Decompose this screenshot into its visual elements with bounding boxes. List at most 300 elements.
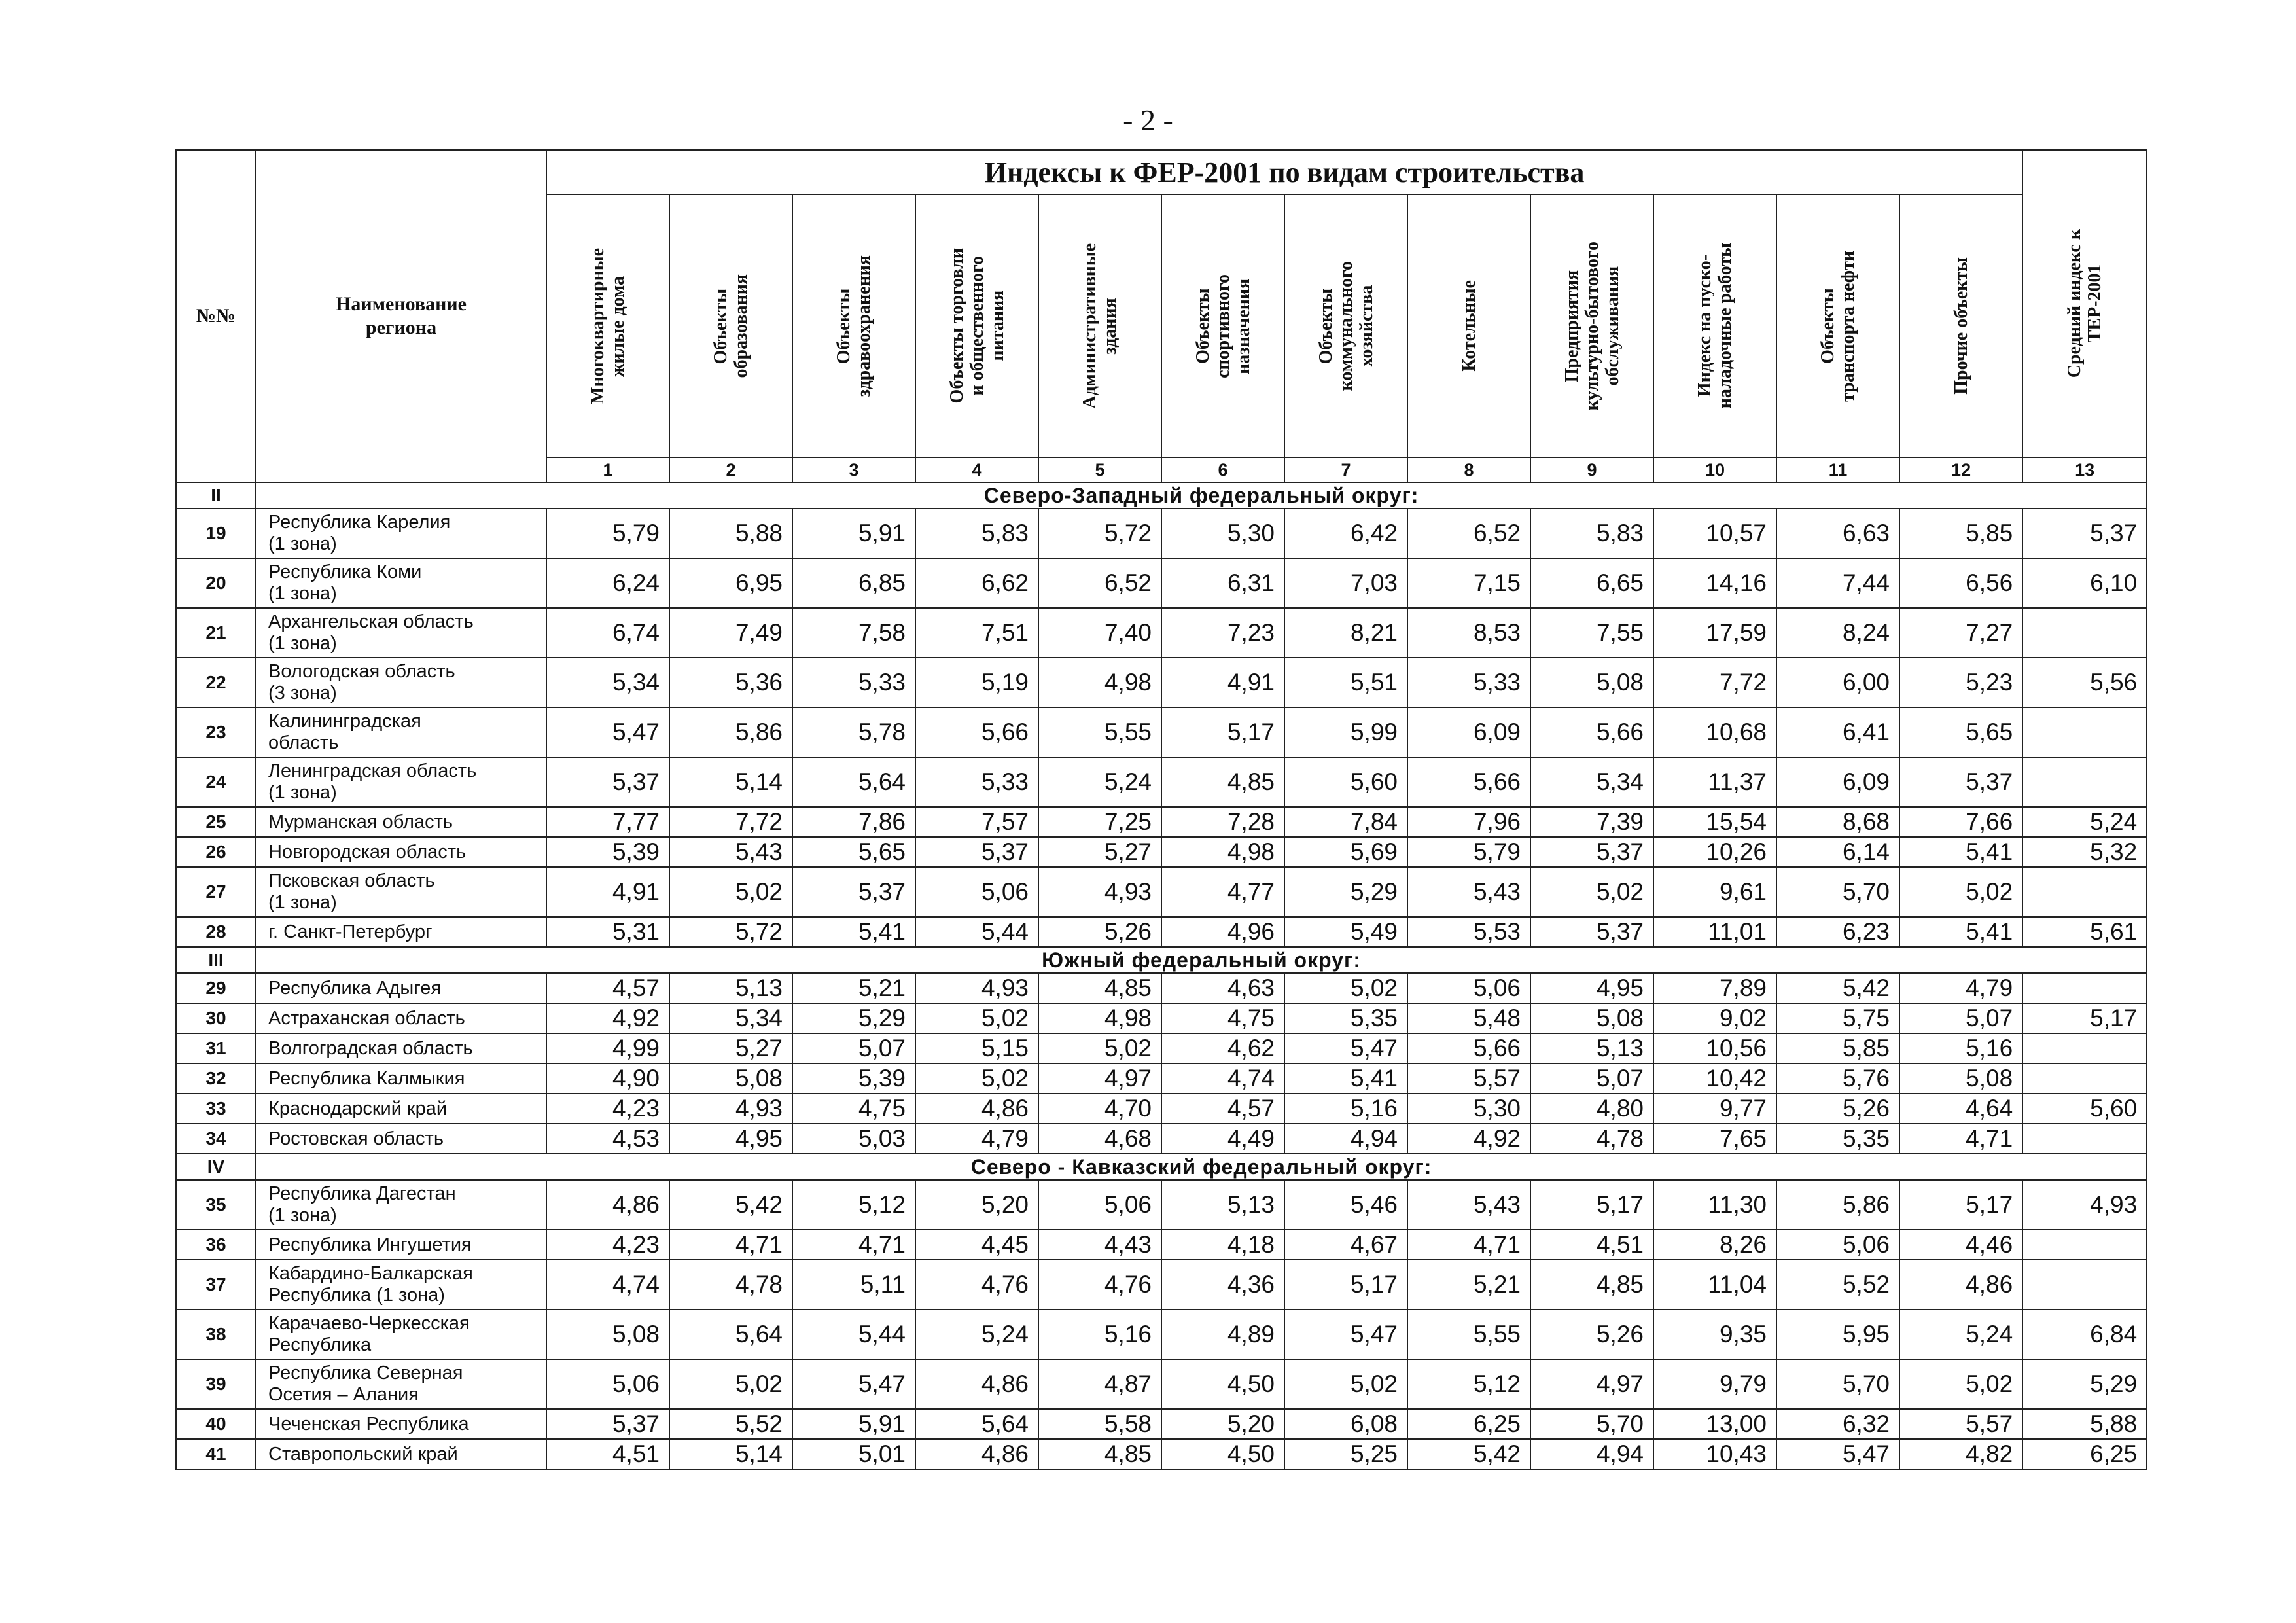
index-value-col-1: 4,90 <box>546 1063 669 1094</box>
index-value-col-6: 4,49 <box>1161 1124 1284 1154</box>
index-value-col-13: 6,10 <box>2022 558 2147 608</box>
section-number: III <box>176 947 256 973</box>
index-value-col-8: 7,96 <box>1407 807 1530 837</box>
index-value-col-7: 5,51 <box>1284 658 1407 707</box>
index-value-col-2: 5,64 <box>669 1310 792 1359</box>
index-value-col-5: 5,02 <box>1038 1033 1161 1063</box>
index-value-col-12: 5,02 <box>1899 867 2022 917</box>
index-value-col-3: 5,41 <box>792 917 915 947</box>
index-value-col-13: 5,17 <box>2022 1003 2147 1033</box>
table-row <box>176 757 2147 807</box>
index-value-col-11: 5,76 <box>1776 1063 1899 1094</box>
row-number: 27 <box>176 867 256 917</box>
index-value-col-9: 5,02 <box>1530 867 1653 917</box>
header-group-title: Индексы к ФЕР-2001 по видам строительства <box>546 150 2022 194</box>
index-value-col-9: 4,78 <box>1530 1124 1653 1154</box>
index-value-col-11: 6,09 <box>1776 757 1899 807</box>
index-value-col-12: 5,24 <box>1899 1310 2022 1359</box>
row-number: 22 <box>176 658 256 707</box>
index-value-col-11: 5,35 <box>1776 1124 1899 1154</box>
index-value-col-6: 4,96 <box>1161 917 1284 947</box>
table-row <box>176 807 2147 837</box>
region-name: Республика Калмыкия <box>256 1063 546 1094</box>
index-value-col-12: 4,46 <box>1899 1230 2022 1260</box>
index-value-col-4: 4,79 <box>915 1124 1038 1154</box>
index-value-col-11: 5,86 <box>1776 1180 1899 1230</box>
table-row <box>176 608 2147 658</box>
table-row <box>176 1124 2147 1154</box>
index-value-col-3: 5,33 <box>792 658 915 707</box>
index-value-col-8: 8,53 <box>1407 608 1530 658</box>
index-value-col-6: 4,18 <box>1161 1230 1284 1260</box>
index-value-col-8: 5,33 <box>1407 658 1530 707</box>
index-value-col-8: 5,12 <box>1407 1359 1530 1409</box>
index-value-col-4: 5,44 <box>915 917 1038 947</box>
index-value-col-2: 4,95 <box>669 1124 792 1154</box>
column-number-7: 7 <box>1284 457 1407 482</box>
index-value-col-1: 6,24 <box>546 558 669 608</box>
index-value-col-3: 5,03 <box>792 1124 915 1154</box>
row-number: 23 <box>176 707 256 757</box>
index-value-col-6: 4,77 <box>1161 867 1284 917</box>
index-value-col-1: 4,51 <box>546 1439 669 1469</box>
section-row <box>176 1154 2147 1180</box>
index-value-col-5: 4,85 <box>1038 1439 1161 1469</box>
index-value-col-2: 5,27 <box>669 1033 792 1063</box>
index-value-col-11: 6,00 <box>1776 658 1899 707</box>
index-value-col-7: 5,17 <box>1284 1260 1407 1310</box>
index-value-col-12: 5,16 <box>1899 1033 2022 1063</box>
index-value-col-7: 5,29 <box>1284 867 1407 917</box>
column-number-5: 5 <box>1038 457 1161 482</box>
index-value-col-13 <box>2022 1230 2147 1260</box>
table-row <box>176 973 2147 1003</box>
index-value-col-2: 5,13 <box>669 973 792 1003</box>
index-value-col-10: 10,68 <box>1653 707 1776 757</box>
index-value-col-6: 5,30 <box>1161 508 1284 558</box>
index-value-col-8: 6,25 <box>1407 1409 1530 1439</box>
region-name: Ставропольский край <box>256 1439 546 1469</box>
region-name: Республика Коми (1 зона) <box>256 558 546 608</box>
index-value-col-5: 5,06 <box>1038 1180 1161 1230</box>
header-col-12 <box>1899 194 2022 457</box>
index-value-col-4: 4,86 <box>915 1094 1038 1124</box>
index-value-col-4: 4,45 <box>915 1230 1038 1260</box>
row-number: 37 <box>176 1260 256 1310</box>
table-row <box>176 1409 2147 1439</box>
index-value-col-13 <box>2022 1124 2147 1154</box>
header-col-13 <box>2022 150 2147 457</box>
index-value-col-11: 5,47 <box>1776 1439 1899 1469</box>
index-value-col-13 <box>2022 608 2147 658</box>
region-name: Новгородская область <box>256 837 546 867</box>
index-value-col-9: 4,97 <box>1530 1359 1653 1409</box>
index-value-col-2: 5,14 <box>669 757 792 807</box>
table-row <box>176 707 2147 757</box>
row-number: 28 <box>176 917 256 947</box>
index-value-col-9: 5,07 <box>1530 1063 1653 1094</box>
index-value-col-1: 4,57 <box>546 973 669 1003</box>
index-value-col-4: 5,02 <box>915 1063 1038 1094</box>
index-value-col-8: 6,09 <box>1407 707 1530 757</box>
index-value-col-5: 5,58 <box>1038 1409 1161 1439</box>
header-col-6-text: Объекты спортивного назначения <box>1192 274 1254 378</box>
index-value-col-11: 5,85 <box>1776 1033 1899 1063</box>
regional-index-table <box>175 149 2147 1470</box>
header-col-4-text: Объекты торговли и общественного питания <box>946 248 1008 404</box>
index-value-col-5: 4,43 <box>1038 1230 1161 1260</box>
index-value-col-9: 5,66 <box>1530 707 1653 757</box>
index-value-col-2: 5,88 <box>669 508 792 558</box>
region-name: Архангельская область (1 зона) <box>256 608 546 658</box>
index-value-col-9: 4,80 <box>1530 1094 1653 1124</box>
index-value-col-1: 7,77 <box>546 807 669 837</box>
index-value-col-9: 5,13 <box>1530 1033 1653 1063</box>
index-value-col-9: 5,08 <box>1530 1003 1653 1033</box>
region-name: Республика Дагестан (1 зона) <box>256 1180 546 1230</box>
index-value-col-7: 7,03 <box>1284 558 1407 608</box>
index-value-col-7: 5,49 <box>1284 917 1407 947</box>
row-number: 21 <box>176 608 256 658</box>
index-value-col-13: 5,61 <box>2022 917 2147 947</box>
index-value-col-8: 4,71 <box>1407 1230 1530 1260</box>
index-value-col-12: 7,27 <box>1899 608 2022 658</box>
table-row <box>176 658 2147 707</box>
index-value-col-6: 4,98 <box>1161 837 1284 867</box>
index-value-col-8: 5,66 <box>1407 757 1530 807</box>
index-value-col-7: 5,47 <box>1284 1033 1407 1063</box>
index-value-col-13: 5,60 <box>2022 1094 2147 1124</box>
index-value-col-2: 4,71 <box>669 1230 792 1260</box>
column-number-9: 9 <box>1530 457 1653 482</box>
index-value-col-10: 10,56 <box>1653 1033 1776 1063</box>
index-value-col-6: 4,74 <box>1161 1063 1284 1094</box>
index-value-col-13: 4,93 <box>2022 1180 2147 1230</box>
column-number-4: 4 <box>915 457 1038 482</box>
index-value-col-10: 8,26 <box>1653 1230 1776 1260</box>
header-col-9 <box>1530 194 1653 457</box>
section-title: Южный федеральный округ: <box>256 947 2147 973</box>
page-number: - 2 - <box>1123 103 1173 137</box>
index-value-col-10: 10,43 <box>1653 1439 1776 1469</box>
index-value-col-4: 5,37 <box>915 837 1038 867</box>
region-name: Карачаево-Черкесская Республика <box>256 1310 546 1359</box>
index-value-col-5: 4,98 <box>1038 658 1161 707</box>
index-value-col-6: 5,20 <box>1161 1409 1284 1439</box>
index-value-col-1: 4,23 <box>546 1094 669 1124</box>
index-value-col-12: 4,86 <box>1899 1260 2022 1310</box>
row-number: 33 <box>176 1094 256 1124</box>
index-value-col-10: 7,89 <box>1653 973 1776 1003</box>
index-value-col-6: 5,13 <box>1161 1180 1284 1230</box>
index-value-col-11: 5,70 <box>1776 867 1899 917</box>
index-value-col-4: 4,93 <box>915 973 1038 1003</box>
index-value-col-1: 4,99 <box>546 1033 669 1063</box>
index-value-col-11: 5,70 <box>1776 1359 1899 1409</box>
index-value-col-10: 9,77 <box>1653 1094 1776 1124</box>
index-value-col-9: 5,70 <box>1530 1409 1653 1439</box>
header-col-11-text: Объекты транспорта нефти <box>1818 250 1858 402</box>
region-name: Волгоградская область <box>256 1033 546 1063</box>
table-row <box>176 867 2147 917</box>
index-value-col-5: 4,70 <box>1038 1094 1161 1124</box>
index-value-col-2: 5,08 <box>669 1063 792 1094</box>
index-value-col-2: 5,36 <box>669 658 792 707</box>
header-col-2 <box>669 194 792 457</box>
index-value-col-11: 8,68 <box>1776 807 1899 837</box>
index-value-col-2: 7,49 <box>669 608 792 658</box>
row-number: 30 <box>176 1003 256 1033</box>
index-value-col-9: 4,51 <box>1530 1230 1653 1260</box>
row-number: 32 <box>176 1063 256 1094</box>
index-value-col-8: 5,79 <box>1407 837 1530 867</box>
header-region-name <box>256 150 546 482</box>
index-value-col-9: 5,83 <box>1530 508 1653 558</box>
index-value-col-12: 6,56 <box>1899 558 2022 608</box>
header-col-13-text: Средний индекс к ТЕР-2001 <box>2064 229 2106 378</box>
index-value-col-9: 4,94 <box>1530 1439 1653 1469</box>
table-row <box>176 1260 2147 1310</box>
index-value-col-8: 5,53 <box>1407 917 1530 947</box>
index-value-col-10: 7,65 <box>1653 1124 1776 1154</box>
index-value-col-11: 6,32 <box>1776 1409 1899 1439</box>
index-value-col-8: 5,06 <box>1407 973 1530 1003</box>
index-value-col-13 <box>2022 757 2147 807</box>
index-value-col-1: 5,08 <box>546 1310 669 1359</box>
index-value-col-11: 5,52 <box>1776 1260 1899 1310</box>
index-value-col-1: 5,37 <box>546 1409 669 1439</box>
index-value-col-4: 5,15 <box>915 1033 1038 1063</box>
index-value-col-13 <box>2022 1260 2147 1310</box>
index-value-col-11: 6,63 <box>1776 508 1899 558</box>
section-number: II <box>176 482 256 508</box>
index-value-col-4: 5,66 <box>915 707 1038 757</box>
index-value-col-11: 6,14 <box>1776 837 1899 867</box>
index-value-col-3: 5,39 <box>792 1063 915 1094</box>
index-value-col-4: 5,06 <box>915 867 1038 917</box>
index-value-col-7: 5,02 <box>1284 973 1407 1003</box>
index-value-col-7: 5,16 <box>1284 1094 1407 1124</box>
table-row <box>176 1033 2147 1063</box>
index-value-col-9: 5,26 <box>1530 1310 1653 1359</box>
index-value-col-1: 4,86 <box>546 1180 669 1230</box>
table-row <box>176 917 2147 947</box>
index-value-col-1: 5,06 <box>546 1359 669 1409</box>
index-value-col-6: 4,57 <box>1161 1094 1284 1124</box>
table-row <box>176 1003 2147 1033</box>
index-value-col-8: 6,52 <box>1407 508 1530 558</box>
index-value-col-6: 4,89 <box>1161 1310 1284 1359</box>
index-value-col-2: 5,14 <box>669 1439 792 1469</box>
index-value-col-4: 7,57 <box>915 807 1038 837</box>
index-value-col-10: 13,00 <box>1653 1409 1776 1439</box>
index-value-col-10: 11,04 <box>1653 1260 1776 1310</box>
region-name: Республика Ингушетия <box>256 1230 546 1260</box>
index-value-col-10: 9,79 <box>1653 1359 1776 1409</box>
header-col-11 <box>1776 194 1899 457</box>
row-number: 29 <box>176 973 256 1003</box>
header-col-10-text: Индекс на пуско- наладочные работы <box>1695 243 1735 409</box>
index-value-col-13: 6,84 <box>2022 1310 2147 1359</box>
index-value-col-4: 5,24 <box>915 1310 1038 1359</box>
index-value-col-5: 5,55 <box>1038 707 1161 757</box>
index-value-col-12: 5,85 <box>1899 508 2022 558</box>
index-value-col-12: 5,07 <box>1899 1003 2022 1033</box>
index-value-col-3: 4,71 <box>792 1230 915 1260</box>
index-value-col-11: 6,23 <box>1776 917 1899 947</box>
index-value-col-5: 4,98 <box>1038 1003 1161 1033</box>
section-row <box>176 482 2147 508</box>
index-value-col-1: 5,47 <box>546 707 669 757</box>
header-col-3 <box>792 194 915 457</box>
index-value-col-10: 7,72 <box>1653 658 1776 707</box>
index-value-col-6: 4,91 <box>1161 658 1284 707</box>
index-value-col-1: 5,39 <box>546 837 669 867</box>
index-value-col-10: 11,01 <box>1653 917 1776 947</box>
index-value-col-1: 4,53 <box>546 1124 669 1154</box>
index-value-col-2: 4,93 <box>669 1094 792 1124</box>
index-value-col-5: 5,16 <box>1038 1310 1161 1359</box>
index-value-col-9: 5,37 <box>1530 837 1653 867</box>
index-value-col-13: 5,88 <box>2022 1409 2147 1439</box>
index-value-col-10: 9,61 <box>1653 867 1776 917</box>
index-value-col-5: 5,27 <box>1038 837 1161 867</box>
index-value-col-3: 5,47 <box>792 1359 915 1409</box>
index-value-col-10: 10,42 <box>1653 1063 1776 1094</box>
index-value-col-1: 6,74 <box>546 608 669 658</box>
index-value-col-4: 4,76 <box>915 1260 1038 1310</box>
index-value-col-6: 4,85 <box>1161 757 1284 807</box>
index-value-col-1: 4,74 <box>546 1260 669 1310</box>
index-value-col-9: 7,39 <box>1530 807 1653 837</box>
index-value-col-3: 5,11 <box>792 1260 915 1310</box>
row-number: 35 <box>176 1180 256 1230</box>
index-value-col-13 <box>2022 707 2147 757</box>
index-value-col-3: 5,44 <box>792 1310 915 1359</box>
header-col-9-text: Предприятия культурно-бытового обслуживания <box>1561 241 1623 411</box>
header-col-5-text: Административные здания <box>1080 243 1120 409</box>
index-value-col-3: 5,65 <box>792 837 915 867</box>
index-value-col-3: 5,91 <box>792 508 915 558</box>
index-value-col-2: 4,78 <box>669 1260 792 1310</box>
index-value-col-9: 4,85 <box>1530 1260 1653 1310</box>
index-value-col-5: 5,24 <box>1038 757 1161 807</box>
column-number-6: 6 <box>1161 457 1284 482</box>
header-col-8-text: Котельные <box>1458 280 1479 372</box>
index-value-col-2: 5,52 <box>669 1409 792 1439</box>
row-number: 41 <box>176 1439 256 1469</box>
index-value-col-8: 4,92 <box>1407 1124 1530 1154</box>
index-value-col-12: 5,41 <box>1899 837 2022 867</box>
region-name: Калининградская область <box>256 707 546 757</box>
index-value-col-5: 6,52 <box>1038 558 1161 608</box>
index-value-col-12: 5,23 <box>1899 658 2022 707</box>
index-value-col-7: 5,60 <box>1284 757 1407 807</box>
row-number: 36 <box>176 1230 256 1260</box>
index-value-col-3: 7,58 <box>792 608 915 658</box>
index-value-col-7: 5,99 <box>1284 707 1407 757</box>
index-value-col-12: 5,08 <box>1899 1063 2022 1094</box>
index-value-col-6: 4,50 <box>1161 1439 1284 1469</box>
index-value-col-13: 5,32 <box>2022 837 2147 867</box>
column-number-1: 1 <box>546 457 669 482</box>
index-value-col-3: 5,64 <box>792 757 915 807</box>
row-number: 31 <box>176 1033 256 1063</box>
header-col-10 <box>1653 194 1776 457</box>
index-value-col-10: 9,02 <box>1653 1003 1776 1033</box>
index-value-col-8: 7,15 <box>1407 558 1530 608</box>
index-value-col-6: 4,63 <box>1161 973 1284 1003</box>
index-value-col-6: 6,31 <box>1161 558 1284 608</box>
region-name: Ленинградская область (1 зона) <box>256 757 546 807</box>
header-no: №№ <box>176 150 256 482</box>
region-name: Республика Адыгея <box>256 973 546 1003</box>
index-value-col-5: 4,68 <box>1038 1124 1161 1154</box>
index-value-col-12: 5,37 <box>1899 757 2022 807</box>
index-value-col-10: 17,59 <box>1653 608 1776 658</box>
index-value-col-12: 5,65 <box>1899 707 2022 757</box>
index-value-col-2: 5,43 <box>669 837 792 867</box>
index-value-col-11: 5,06 <box>1776 1230 1899 1260</box>
index-value-col-10: 11,37 <box>1653 757 1776 807</box>
section-row <box>176 947 2147 973</box>
row-number: 34 <box>176 1124 256 1154</box>
index-value-col-5: 4,97 <box>1038 1063 1161 1094</box>
index-value-col-5: 4,76 <box>1038 1260 1161 1310</box>
row-number: 20 <box>176 558 256 608</box>
region-name: Псковская область (1 зона) <box>256 867 546 917</box>
index-value-col-13: 5,56 <box>2022 658 2147 707</box>
index-value-col-9: 5,17 <box>1530 1180 1653 1230</box>
index-value-col-7: 8,21 <box>1284 608 1407 658</box>
index-value-col-5: 7,40 <box>1038 608 1161 658</box>
index-value-col-2: 5,86 <box>669 707 792 757</box>
index-value-col-6: 7,23 <box>1161 608 1284 658</box>
index-value-col-8: 5,43 <box>1407 867 1530 917</box>
index-value-col-12: 5,17 <box>1899 1180 2022 1230</box>
table-row <box>176 558 2147 608</box>
index-value-col-7: 5,41 <box>1284 1063 1407 1094</box>
index-value-col-2: 5,02 <box>669 1359 792 1409</box>
region-name: Краснодарский край <box>256 1094 546 1124</box>
index-value-col-3: 5,29 <box>792 1003 915 1033</box>
index-value-col-11: 5,26 <box>1776 1094 1899 1124</box>
index-value-col-11: 5,42 <box>1776 973 1899 1003</box>
table-row <box>176 1094 2147 1124</box>
index-value-col-10: 10,26 <box>1653 837 1776 867</box>
index-value-col-5: 7,25 <box>1038 807 1161 837</box>
index-value-col-7: 7,84 <box>1284 807 1407 837</box>
region-name: г. Санкт-Петербург <box>256 917 546 947</box>
region-name: Республика Северная Осетия – Алания <box>256 1359 546 1409</box>
column-number-13: 13 <box>2022 457 2147 482</box>
index-value-col-9: 5,37 <box>1530 917 1653 947</box>
index-value-col-11: 5,75 <box>1776 1003 1899 1033</box>
index-value-col-13: 5,24 <box>2022 807 2147 837</box>
region-name: Чеченская Республика <box>256 1409 546 1439</box>
index-value-col-3: 5,21 <box>792 973 915 1003</box>
index-value-col-5: 5,72 <box>1038 508 1161 558</box>
index-value-col-6: 4,75 <box>1161 1003 1284 1033</box>
table-row <box>176 508 2147 558</box>
index-value-col-1: 5,79 <box>546 508 669 558</box>
index-value-col-9: 4,95 <box>1530 973 1653 1003</box>
index-value-col-6: 4,50 <box>1161 1359 1284 1409</box>
row-number: 25 <box>176 807 256 837</box>
index-value-col-13 <box>2022 1063 2147 1094</box>
index-value-col-3: 5,91 <box>792 1409 915 1439</box>
table-row <box>176 1359 2147 1409</box>
